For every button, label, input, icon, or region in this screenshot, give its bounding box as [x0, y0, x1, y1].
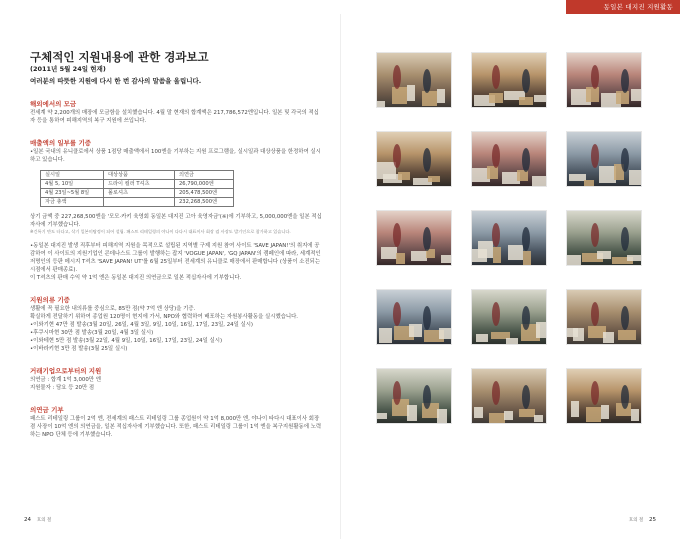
overseas-text: 전세계 약 2,200개의 매장에 모금함을 설치했습니다. 4월 말 현재의 합계액은 217,786,572엔입니다. 일본 및 각국의 적십자 등을 통하여 피해지역의 복구 지원에 쓰입니다.: [30, 110, 319, 124]
donation-text: 패스트 리테일링 그룹이 2억 엔, 전세계의 패스트 리테일링 그룹 종업원이 약 1억 8,000만 엔, 야나이 타다시 대표이사 회장 겸 사장이 10억 엔의 의연금을, 일본 적십자사에 기부했습니다. 또한, 패스트 리테일링 그룹이 1억 엔을 복구지원활동에 노력하는 NPO 단체 등에 기부했습니다.: [30, 416, 322, 438]
crowd-with-bags-photo: [471, 289, 547, 345]
distribution-street-photo: [376, 210, 452, 266]
sales-table: [40, 170, 234, 207]
table-cell: 4월 23일~5월 8일: [41, 189, 104, 198]
boxes-outdoors-photo: [566, 210, 642, 266]
evacuees-receiving-photo: [471, 210, 547, 266]
table-cell: 자금 총액: [41, 198, 104, 207]
page-number: 25: [649, 517, 656, 523]
sales-text: •일본 국내의 유니클로에서 상품 1점당 매출액에서 100엔을 기부하는 지원 프로그램을, 실시일과 대상상품을 한정하여 실시하고 있습니다.: [30, 149, 321, 163]
section-tab: [566, 0, 680, 14]
table-cell: 드라이 컬러 T셔츠: [104, 180, 175, 189]
footer-text: 호의 철: [628, 518, 644, 523]
section-goods: [30, 296, 322, 353]
partners-line-2: 지원물자 : 담요 등 20만 점: [30, 385, 95, 391]
list-item: •이바라키현 3만 점 발송(3월 25일 실시): [30, 346, 128, 352]
section-title-sales: 매출액의 일부를 기증: [30, 139, 92, 147]
spread-divider: [340, 14, 341, 539]
snowy-street-line-photo: [376, 368, 452, 424]
page-number: 24: [24, 517, 31, 523]
section-sales: [30, 139, 322, 282]
list-item: •후쿠시마현 30만 점 발송(3월 20일, 4월 3일 실시): [30, 330, 154, 336]
goods-line-2: 확실하게 전달하기 위하여 종업원 120명이 현지에 가서, NPO와 협력하여 배포하는 자원봉사활동을 실시했습니다.: [30, 314, 299, 320]
section-title-partners: 거래기업으로부터의 지원: [30, 367, 102, 375]
table-cell: 205,478,500엔: [175, 189, 234, 198]
list-item: •이와테현 5만 점 발송(3월 22일, 4월 9일, 10일, 16일, 17일, 23일, 24일 실시): [30, 338, 223, 344]
report-title: 구체적인 지원내용에 관한 경과보고: [30, 50, 209, 64]
footer-left: [24, 517, 55, 523]
loading-truck-photo: [471, 52, 547, 108]
footer-right: [625, 517, 656, 523]
table-cell: 232,268,500엔: [175, 198, 234, 207]
section-overseas: [30, 100, 322, 125]
table-cell: 26,790,000엔: [175, 180, 234, 189]
table-header: 실시일: [41, 171, 104, 180]
report-column: [30, 50, 322, 439]
table-cell: 폴로셔츠: [104, 189, 175, 198]
section-title-goods: 지원의류 기증: [30, 296, 70, 304]
section-title-donation: 의연금 기부: [30, 406, 64, 414]
table-header: 의연금: [175, 171, 234, 180]
sales-after-text: 상기 금액 중 227,268,500엔을 '모모·카키 육영회 동일본 대지진 고아 육영자금'(※)에 기부하고, 5,000,000엔을 일본 적십자사에 기부했습니다.: [30, 214, 322, 228]
report-thanks: 여러분의 따뜻한 지원에 다시 한 번 감사의 말씀을 올립니다.: [30, 77, 202, 85]
worker-carrying-boxes-photo: [566, 52, 642, 108]
clothing-racks-photo: [566, 131, 642, 187]
project-text-2: 이 T셔츠의 판매 수익 약 1억 엔은 동일본 대지진 의연금으로 일본 적십자사에 기부합니다.: [30, 275, 242, 281]
warehouse-boxes-photo: [376, 52, 452, 108]
list-item: •이와기현 47만 점 발송(3월 20일, 26일, 4월 3일, 9일, 10일, 16일, 17일, 23일, 24일 실시): [30, 322, 254, 328]
volunteers-sorting-photo: [471, 131, 547, 187]
sales-note: ※긴특기 만도 타다고, 삭기 일본미탐정이 되어 설립. 패스트 리테일링의 야나이 다다시 대표이사 회장 겸 사장도 발기인으로 참가하고 있습니다.: [30, 229, 291, 234]
top-bar: [0, 0, 680, 14]
table-cell: 4월 5, 10일: [41, 180, 104, 189]
section-tab-label: 동일본 대지진 지원활동: [603, 3, 673, 11]
elder-evacuees-photo: [566, 289, 642, 345]
goods-line-1: 생활에 꼭 필요한 내의류를 중심으로, 85만 점(약 7억 엔 상당)을 기증.: [30, 306, 196, 312]
table-row: [41, 189, 234, 198]
footer-text: 호의 철: [36, 518, 52, 523]
photo-grid: [376, 52, 656, 426]
partners-line-1: 의연금 : 합계 1억 3,000만 엔: [30, 377, 101, 383]
section-title-overseas: 해외에서의 모금: [30, 100, 77, 108]
table-header-row: [41, 171, 234, 180]
table-cell: [104, 198, 175, 207]
table-header: 대상상품: [104, 171, 175, 180]
man-with-mask-photo: [566, 368, 642, 424]
unloading-van-photo: [376, 131, 452, 187]
table-row: [41, 198, 234, 207]
crowd-outdoors-photo: [471, 368, 547, 424]
project-text: •동일본 대지진 발생 직후부터 피해지역 지원을 목적으로 설립된 지역별 구제 지원 참여 사이트 'SAVE JAPAN!'의 취지에 공감하여 이 사이트의 지원기업인 콘데나스트 그룹이 발행하는 잡지 'VOGUE JAPAN', 'GQ JAPAN'의 캠페인에 따라, 세계적인 저명인의 등판 메시지 T셔츠 'SAVE JAPAN! UT'를 6월 25일부터 전세계의 유니클로 매장에서 판매합니다 (상품이 소진되는 시점에서 판매종료).: [30, 243, 321, 273]
section-donation: [30, 406, 322, 439]
report-date: (2011년 5월 24일 현재): [30, 65, 106, 73]
shelter-distribution-photo: [376, 289, 452, 345]
section-partners: [30, 367, 322, 392]
table-row: [41, 180, 234, 189]
